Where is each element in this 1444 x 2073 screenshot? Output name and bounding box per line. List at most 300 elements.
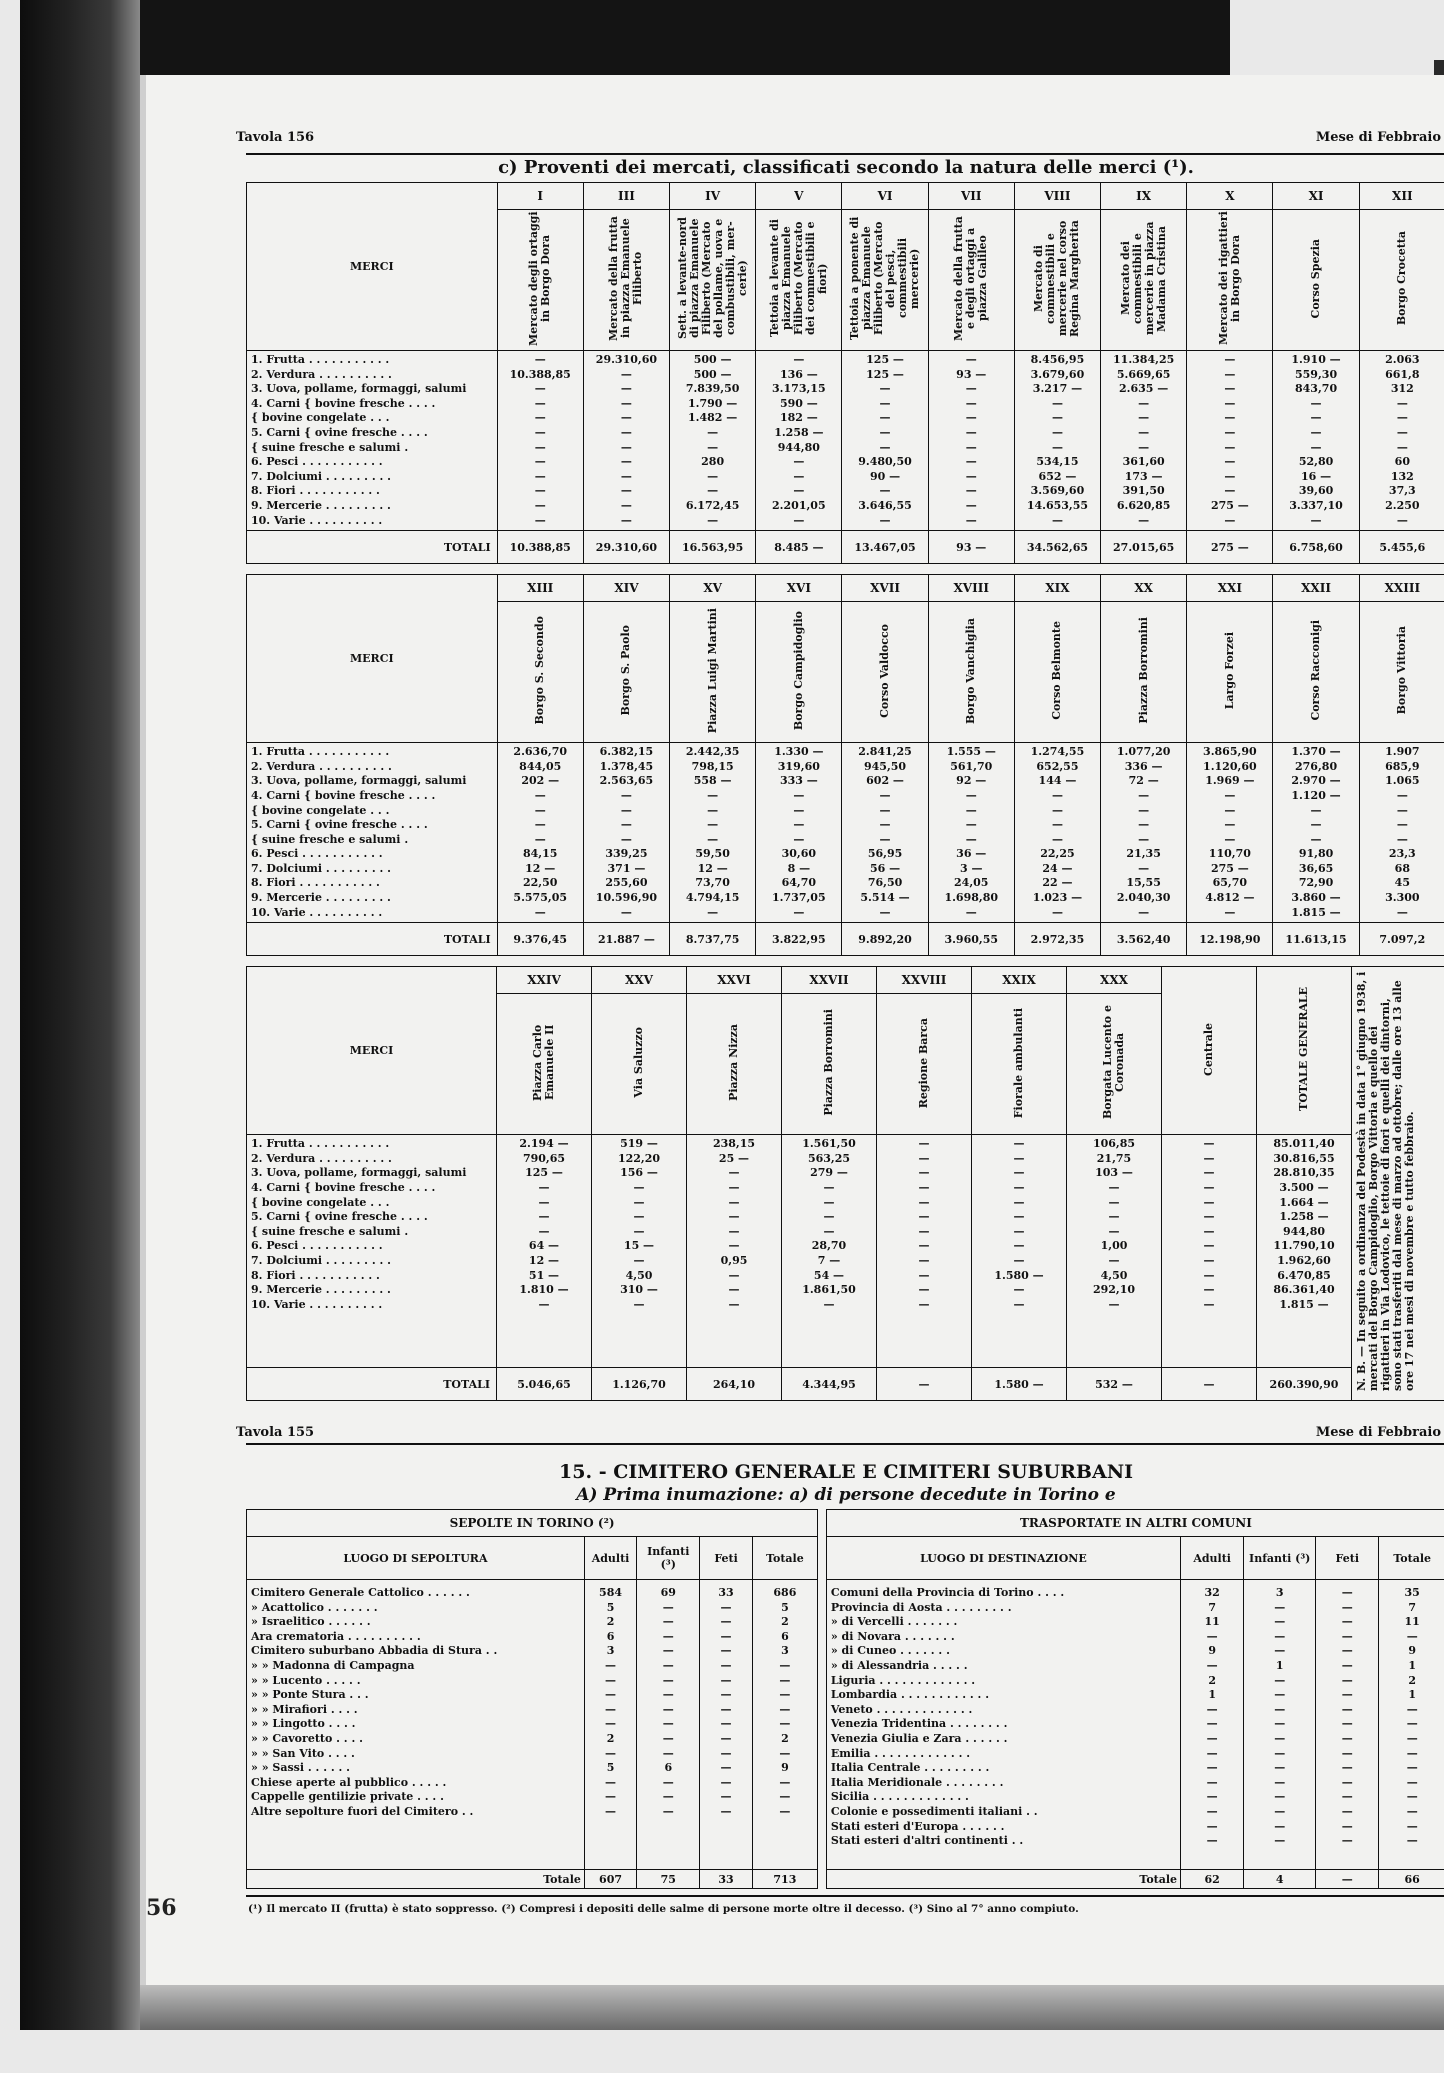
value-cell: —	[965, 788, 977, 802]
value-cell: 106,85	[1092, 1137, 1136, 1151]
value-cell: 45	[1394, 876, 1410, 890]
value-cell: —	[918, 1224, 930, 1238]
value-cell: 125 —	[866, 353, 904, 366]
value-cell: —	[1224, 484, 1236, 498]
value-cell: —	[965, 440, 977, 454]
market-total: 2.972,35	[1014, 923, 1100, 956]
destination-place: » di Alessandria . . . . .	[830, 1658, 968, 1672]
market-values	[1187, 743, 1273, 923]
value-cell: 944,80	[1282, 1224, 1326, 1238]
value-cell: —	[707, 803, 719, 817]
value-cell: —	[620, 396, 632, 410]
market-total: 260.390,90	[1257, 1368, 1352, 1401]
item-label: 8. Fiori . . . . . . . . . . .	[251, 1268, 380, 1282]
fetus-value: —	[1341, 1804, 1353, 1818]
market-name: TOTALE GENERALE	[1297, 987, 1310, 1112]
value-cell: 5.669,65	[1116, 367, 1171, 381]
value-cell: —	[918, 1151, 930, 1165]
value-cell: —	[538, 1297, 550, 1311]
market-total: 1.580 —	[972, 1368, 1067, 1401]
value-cell: —	[793, 788, 805, 802]
value-cell: —	[620, 788, 632, 802]
column-number: XXI	[1187, 575, 1273, 602]
market-name-cell	[756, 210, 842, 351]
market-values	[842, 351, 928, 531]
item-label: 8. Fiori . . . . . . . . . . .	[251, 876, 380, 890]
right-total-infants: 4	[1244, 1870, 1316, 1889]
value-cell: —	[1138, 411, 1150, 425]
item-label: 5. Carni { ovine fresche . . . .	[251, 425, 428, 439]
value-cell: —	[918, 1297, 930, 1311]
item-label: 1. Frutta . . . . . . . . . . .	[251, 745, 390, 759]
value-cell: 1.065	[1385, 774, 1420, 788]
value-cell: —	[1224, 425, 1236, 439]
value-cell: 3 —	[960, 861, 983, 875]
market-name: Corso Racconigi	[1309, 620, 1323, 721]
value-cell: 275 —	[1210, 861, 1249, 875]
value-cell: 2.841,25	[858, 745, 912, 759]
value-cell: —	[728, 1239, 740, 1253]
value-cell: 64,70	[781, 876, 817, 890]
value-cell: —	[1013, 1239, 1025, 1253]
adults-value: —	[605, 1804, 617, 1818]
total-value: 2	[1408, 1673, 1417, 1687]
market-name-cell	[1187, 210, 1273, 351]
value-cell: —	[918, 1181, 930, 1195]
value-cell: —	[793, 818, 805, 832]
item-label: 3. Uova, pollame, formaggi, salumi	[251, 774, 467, 788]
value-cell: 28,70	[811, 1239, 847, 1253]
value-cell: —	[633, 1297, 645, 1311]
value-cell: —	[1108, 1195, 1120, 1209]
value-cell: —	[1138, 818, 1150, 832]
total-value: —	[779, 1804, 791, 1818]
market-name-cell	[670, 602, 756, 743]
value-cell: 52,80	[1298, 455, 1334, 469]
value-cell: —	[918, 1195, 930, 1209]
item-label: 1. Frutta . . . . . . . . . . .	[251, 353, 390, 366]
value-cell: —	[965, 411, 977, 425]
market-name-cell	[1162, 967, 1257, 1135]
market-name-cell	[972, 994, 1067, 1135]
value-cell: 92 —	[956, 774, 987, 788]
market-values	[497, 1135, 592, 1368]
left-header-fetus: Feti	[700, 1537, 752, 1580]
value-cell: —	[879, 440, 891, 454]
market-name: Mercato dei rigattieri in Borgo Dora	[1216, 211, 1242, 346]
cimitero-subtitle: A) Prima inumazione: a) di persone decedute in Torino e	[576, 1485, 1116, 1505]
item-label: { suine fresche e salumi .	[251, 1224, 409, 1238]
value-cell: 312	[1390, 382, 1414, 396]
total-value: 1	[1408, 1658, 1417, 1672]
value-cell: 4.812 —	[1205, 891, 1255, 905]
table-gap	[818, 1510, 827, 1889]
value-cell: 1.120 —	[1291, 788, 1341, 802]
value-cell: —	[965, 803, 977, 817]
left-totals-col	[752, 1580, 817, 1870]
market-name-cell	[1067, 994, 1162, 1135]
value-cell: —	[823, 1210, 835, 1224]
item-label: 2. Verdura . . . . . . . . . .	[251, 1151, 392, 1165]
fetus-value: —	[1341, 1819, 1353, 1833]
adults-value: —	[1206, 1834, 1218, 1848]
value-cell: 1.077,20	[1116, 745, 1171, 759]
value-cell: —	[1203, 1283, 1215, 1297]
value-cell: —	[1051, 513, 1063, 527]
destination-place: Lombardia . . . . . . . . . . . .	[830, 1688, 990, 1702]
value-cell: —	[1013, 1297, 1025, 1311]
value-cell: —	[965, 498, 977, 512]
value-cell: 39,60	[1298, 484, 1334, 498]
market-total: 12.198,90	[1187, 923, 1273, 956]
market-values	[1014, 351, 1100, 531]
value-cell: 110,70	[1208, 847, 1251, 861]
total-value: 7	[1408, 1600, 1417, 1614]
value-cell: —	[965, 513, 977, 527]
market-values	[756, 743, 842, 923]
value-cell: —	[538, 1224, 550, 1238]
adults-value: —	[605, 1673, 617, 1687]
value-cell: 10.388,85	[509, 367, 571, 381]
market-name: Fiorale ambulanti	[1012, 1007, 1025, 1118]
value-cell: —	[1396, 905, 1408, 919]
value-cell: —	[823, 1297, 835, 1311]
value-cell: —	[633, 1195, 645, 1209]
adults-value: 3	[606, 1644, 615, 1658]
value-cell: 60	[1394, 455, 1410, 469]
value-cell: 1.907	[1385, 745, 1420, 759]
value-cell: 30.816,55	[1273, 1151, 1335, 1165]
value-cell: —	[1224, 440, 1236, 454]
value-cell: 90 —	[869, 469, 901, 483]
value-cell: —	[1203, 1210, 1215, 1224]
item-labels	[247, 1135, 497, 1368]
market-name: Tettoia a levante di piazza Emanuele Filiberto (Mercato dei commestibili e fiori)	[767, 219, 829, 338]
value-cell: 29.310,60	[595, 353, 658, 366]
value-cell: —	[1396, 803, 1408, 817]
value-cell: —	[534, 832, 546, 846]
market-name-cell	[1273, 210, 1359, 351]
burial-place: Cappelle gentilizie private . . . .	[251, 1790, 444, 1804]
value-cell: —	[879, 803, 891, 817]
value-cell: —	[1203, 1137, 1215, 1151]
fetus-value: —	[1341, 1688, 1353, 1702]
value-cell: —	[1108, 1210, 1120, 1224]
market-values	[877, 1135, 972, 1368]
value-cell: —	[879, 411, 891, 425]
adults-value: —	[605, 1775, 617, 1789]
value-cell: —	[620, 411, 632, 425]
left-header-total: Totale	[752, 1537, 817, 1580]
market-values	[1101, 351, 1187, 531]
value-cell: —	[793, 469, 805, 483]
item-label: 4. Carni { bovine fresche . . . .	[251, 396, 436, 410]
market-total: 1.126,70	[592, 1368, 687, 1401]
destination-place: Stati esteri d'Europa . . . . . .	[830, 1819, 1005, 1833]
value-cell: 56 —	[869, 861, 901, 875]
value-cell: 590 —	[779, 396, 818, 410]
adults-value: —	[1206, 1790, 1218, 1804]
total-label: TOTALI	[247, 923, 498, 956]
market-values	[1273, 743, 1359, 923]
destination-place: Comuni della Provincia di Torino . . . .	[830, 1586, 1065, 1599]
value-cell: 602 —	[866, 774, 904, 788]
value-cell: 798,15	[691, 759, 734, 773]
market-name-cell	[497, 602, 583, 743]
market-name: Via Saluzzo	[632, 1027, 645, 1099]
page-header-right: Mese di Febbraio	[1315, 130, 1441, 145]
value-cell: 652 —	[1038, 469, 1077, 483]
value-cell: —	[1138, 440, 1150, 454]
value-cell: 3.860 —	[1291, 891, 1341, 905]
total-label: TOTALI	[247, 1368, 497, 1401]
item-label: 2. Verdura . . . . . . . . . .	[251, 759, 392, 773]
adults-value: —	[1206, 1658, 1218, 1672]
value-cell: —	[1138, 513, 1150, 527]
value-cell: 144 —	[1038, 774, 1077, 788]
item-label: 2. Verdura . . . . . . . . . .	[251, 367, 392, 381]
value-cell: 15 —	[623, 1239, 655, 1253]
adults-value: —	[1206, 1819, 1218, 1833]
market-name: Piazza Borromini	[822, 1009, 835, 1117]
infants-value: —	[1274, 1775, 1286, 1789]
value-cell: 56,95	[867, 847, 903, 861]
roman-row	[247, 575, 1444, 602]
value-cell: —	[965, 832, 977, 846]
value-cell: —	[918, 1210, 930, 1224]
item-label: 10. Varie . . . . . . . . . .	[251, 1297, 383, 1311]
infants-value: —	[662, 1644, 674, 1658]
market-name: Piazza Borromini	[1136, 617, 1150, 724]
value-cell: 12 —	[528, 1254, 560, 1267]
value-cell: —	[1310, 513, 1322, 527]
value-cell: —	[1051, 788, 1063, 802]
value-cell: 68	[1394, 861, 1410, 875]
value-cell: 1.482 —	[687, 411, 738, 425]
market-name-cell	[842, 210, 928, 351]
value-cell: —	[1224, 469, 1236, 483]
value-cell: —	[620, 818, 632, 832]
value-cell: 37,3	[1388, 484, 1416, 498]
adults-value: —	[605, 1717, 617, 1731]
market-name: Mercato di commestibili e mercerie nel corso Regina Margherita	[1032, 220, 1082, 337]
column-number: XXIX	[972, 967, 1067, 994]
value-cell: 7 —	[817, 1254, 841, 1267]
adults-value: —	[605, 1702, 617, 1716]
total-value: —	[1406, 1702, 1418, 1716]
item-label: 9. Mercerie . . . . . . . . .	[251, 1283, 391, 1297]
value-cell: —	[1013, 1137, 1025, 1151]
market-name-cell	[670, 210, 756, 351]
column-number: VIII	[1014, 183, 1100, 210]
item-label: 7. Dolciumi . . . . . . . . .	[251, 1254, 391, 1267]
value-cell: 685,9	[1385, 759, 1420, 773]
value-cell: 4,50	[1100, 1268, 1128, 1282]
right-header-adults: Adulti	[1181, 1537, 1244, 1580]
market-name-cell	[1101, 602, 1187, 743]
adults-value: 9	[1208, 1644, 1216, 1658]
merci-header: MERCI	[247, 967, 497, 1135]
right-adults-col	[1181, 1580, 1244, 1870]
total-value: —	[1406, 1629, 1418, 1643]
burial-place: » » Mirafiori . . . .	[251, 1702, 358, 1716]
value-cell: —	[1203, 1297, 1215, 1311]
left-total-total: 713	[752, 1870, 817, 1889]
value-cell: 3.646,55	[858, 498, 912, 512]
value-cell: 843,70	[1295, 382, 1338, 396]
value-cell: —	[879, 905, 891, 919]
value-cell: —	[1013, 1151, 1025, 1165]
total-value: —	[1406, 1717, 1418, 1731]
column-number: XXX	[1067, 967, 1162, 994]
value-cell: —	[1203, 1181, 1215, 1195]
value-cell: —	[879, 513, 891, 527]
value-cell: —	[793, 905, 805, 919]
fetus-value: —	[1341, 1731, 1353, 1745]
market-values	[928, 351, 1014, 531]
total-value: 11	[1404, 1615, 1420, 1629]
value-cell: 1.815 —	[1279, 1297, 1329, 1311]
value-cell: 6.172,45	[685, 498, 740, 512]
value-cell: 4.794,15	[685, 891, 740, 905]
value-cell: 3.569,60	[1030, 484, 1085, 498]
infants-value: —	[1274, 1819, 1286, 1833]
values-row	[247, 1135, 1444, 1368]
totals-row	[247, 923, 1444, 956]
adults-value: —	[1206, 1746, 1218, 1760]
fetus-value: —	[720, 1717, 732, 1731]
value-cell: 1.810 —	[519, 1283, 569, 1297]
market-name: Regione Barca	[917, 1017, 930, 1108]
market-name: Mercato degli ortaggi in Borgo Dora	[527, 211, 553, 346]
market-total: 3.960,55	[928, 923, 1014, 956]
value-cell: —	[965, 396, 977, 410]
value-cell: —	[620, 905, 632, 919]
adults-value: 5	[606, 1600, 615, 1614]
values-row	[247, 743, 1444, 923]
value-cell: 561,70	[950, 759, 993, 773]
market-values	[1257, 1135, 1352, 1368]
value-cell: —	[918, 1268, 930, 1282]
destination-place: Venezia Giulia e Zara . . . . . .	[830, 1731, 1008, 1745]
destination-place: Italia Meridionale . . . . . . . .	[830, 1775, 1004, 1789]
value-cell: —	[620, 425, 632, 439]
value-cell: —	[1224, 788, 1236, 802]
value-cell: —	[1108, 1297, 1120, 1311]
value-cell: —	[1310, 832, 1322, 846]
value-cell: —	[1396, 411, 1408, 425]
value-cell: —	[534, 469, 546, 483]
value-cell: 2.063	[1385, 353, 1420, 366]
value-cell: 6.470,85	[1277, 1268, 1331, 1282]
note-cell	[1352, 967, 1444, 1401]
adults-value: 1	[1208, 1688, 1216, 1702]
value-cell: —	[1051, 440, 1063, 454]
adults-value: —	[1206, 1761, 1218, 1775]
value-cell: 280	[701, 455, 725, 469]
item-label: 6. Pesci . . . . . . . . . . .	[251, 847, 383, 861]
value-cell: —	[793, 832, 805, 846]
value-cell: 1.790 —	[687, 396, 738, 410]
destination-place: Sicilia . . . . . . . . . . . . .	[830, 1790, 969, 1804]
value-cell: —	[1310, 425, 1322, 439]
value-cell: 1.378,45	[599, 759, 654, 773]
total-value: —	[779, 1717, 791, 1731]
value-cell: 1.737,05	[772, 891, 826, 905]
market-values	[1359, 351, 1444, 531]
column-number: XIV	[583, 575, 669, 602]
market-name-cell	[497, 994, 592, 1135]
value-cell: —	[1138, 788, 1150, 802]
fetus-value: —	[1341, 1658, 1353, 1672]
value-cell: 3.679,60	[1030, 367, 1085, 381]
infants-value: —	[1274, 1644, 1286, 1658]
total-value: 9	[1408, 1644, 1417, 1658]
market-total: 7.097,2	[1359, 923, 1444, 956]
column-number: VII	[928, 183, 1014, 210]
market-total: 93 —	[928, 531, 1014, 564]
value-cell: 125 —	[525, 1166, 563, 1180]
value-cell: 1.258 —	[774, 425, 824, 439]
value-cell: —	[1013, 1254, 1025, 1267]
value-cell: —	[965, 818, 977, 832]
infants-value: —	[662, 1600, 674, 1614]
market-values	[1187, 351, 1273, 531]
item-label: 8. Fiori . . . . . . . . . . .	[251, 484, 380, 498]
mercati-section	[246, 153, 1444, 1401]
value-cell: 500 —	[693, 353, 732, 366]
value-cell: —	[620, 455, 632, 469]
market-name-cell	[1359, 602, 1444, 743]
market-name-cell	[583, 210, 669, 351]
value-cell: 310 —	[620, 1283, 658, 1297]
total-value: —	[1406, 1775, 1418, 1789]
value-cell: —	[965, 455, 977, 469]
value-cell: 1.555 —	[946, 745, 996, 759]
value-cell: —	[620, 440, 632, 454]
value-cell: 85.011,40	[1273, 1137, 1335, 1151]
market-name-cell	[497, 210, 583, 351]
market-values	[972, 1135, 1067, 1368]
burial-place: » » Lingotto . . . .	[251, 1717, 356, 1731]
value-cell: —	[1310, 411, 1322, 425]
market-total: 4.344,95	[782, 1368, 877, 1401]
value-cell: —	[1138, 832, 1150, 846]
adults-value: 5	[606, 1761, 615, 1775]
value-cell: 276,80	[1295, 759, 1338, 773]
market-values	[687, 1135, 782, 1368]
value-cell: 391,50	[1122, 484, 1165, 498]
item-label: { suine fresche e salumi .	[251, 832, 409, 846]
total-value: 35	[1404, 1586, 1420, 1599]
value-cell: —	[534, 455, 546, 469]
total-value: —	[779, 1702, 791, 1716]
value-cell: —	[1396, 440, 1408, 454]
market-name-cell	[1257, 967, 1352, 1135]
market-values	[670, 743, 756, 923]
infants-value: —	[662, 1615, 674, 1629]
value-cell: —	[1310, 803, 1322, 817]
value-cell: 91,80	[1298, 847, 1334, 861]
fetus-value: —	[1341, 1746, 1353, 1760]
infants-value: —	[1274, 1804, 1286, 1818]
value-cell: 11.790,10	[1273, 1239, 1335, 1253]
infants-value: —	[662, 1731, 674, 1745]
value-cell: —	[707, 905, 719, 919]
destination-place: Provincia di Aosta . . . . . . . . .	[830, 1600, 1012, 1614]
market-total: 8.737,75	[670, 923, 756, 956]
left-places-list	[247, 1580, 585, 1870]
